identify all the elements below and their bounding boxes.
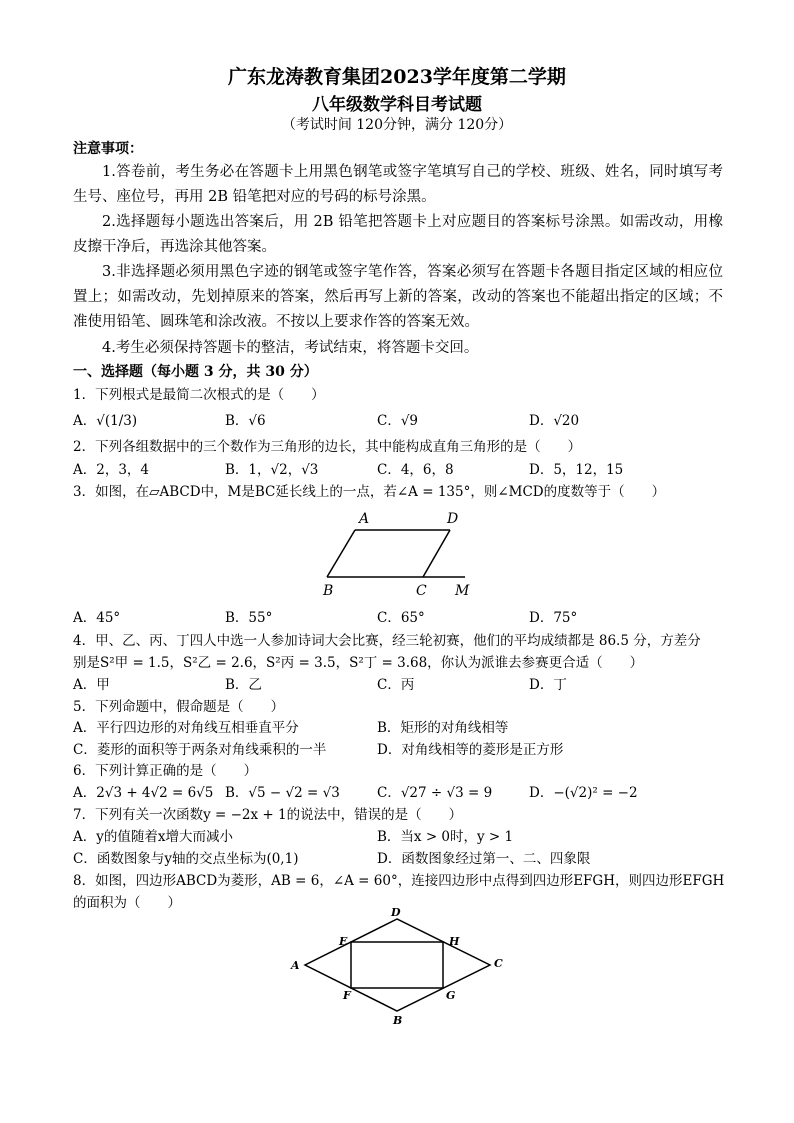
option-c: C．函数图象与y轴的交点坐标为(0,1) (73, 851, 299, 867)
option-a: A．甲 (73, 677, 110, 693)
exam-title: 广东龙涛教育集团2023学年度第二学期 (228, 66, 566, 88)
label-g: G (446, 989, 456, 1002)
question-6-stem: 6．下列计算正确的是（ ） (73, 763, 258, 779)
exam-subtitle: 八年级数学科目考试题 (312, 95, 482, 115)
label-c: C (416, 583, 427, 599)
label-c: C (494, 957, 503, 970)
option-c: C．菱形的面积等于两条对角线乘积的一半 (73, 742, 327, 758)
option-c: C．丙 (377, 677, 415, 693)
label-a: A (359, 511, 370, 527)
question-5-options-row-2 (73, 738, 733, 758)
question-7-stem: 7．下列有关一次函数y = −2x + 1的说法中，错误的是（ ） (73, 807, 463, 823)
question-5-options-row-1 (73, 716, 733, 736)
notice-item-4: 4.考生必须保持答题卡的整洁，考试结束，将答题卡交回。 (102, 340, 479, 356)
notice-item-3: 3.非选择题必须用黑色字迹的钢笔或签字笔作答，答案必须写在答题卡各题目指定区域的相应位置上；如需改动，先划掉原来的答案，然后再写上新的答案，改动的答案也不能超出指定的区域；不准使用铅笔、圆珠笔和涂改液。不按以上要求作答的答案无效。 (73, 264, 723, 330)
question-3-stem: 3．如图，在▱ABCD中，M是BC延长线上的一点，若∠A = 135°，则∠MCD的度数等于（ ） (73, 484, 666, 500)
option-b: B．乙 (225, 677, 262, 693)
option-d: D．丁 (529, 677, 567, 693)
question-8-stem-2: 的面积为（ ） (73, 895, 181, 911)
question-1-stem: 1．下列根式是最简二次根式的是（ ） (73, 387, 325, 403)
notice-heading: 注意事项： (73, 141, 143, 157)
option-b: B．当x > 0时，y > 1 (377, 829, 514, 845)
question-4-stem-2: 别是S²甲 = 1.5，S²乙 = 2.6，S²丙 = 3.5，S²丁 = 3.68，你认为派谁去参赛更合适（ ） (73, 655, 644, 671)
question-3-options (73, 606, 733, 626)
notice-item-1: 1.答卷前，考生务必在答题卡上用黑色钢笔或签字笔填写自己的学校、班级、姓名，同时填写考生号、座位号，再用 2B 铅笔把对应的号码的标号涂黑。 (73, 164, 723, 205)
question-1-options (73, 409, 733, 429)
option-a: A．√(1/3) (73, 413, 138, 429)
option-d: D．5，12，15 (529, 462, 624, 478)
question-4-stem-1: 4．甲、乙、丙、丁四人中选一人参加诗词大会比赛，经三轮初赛，他们的平均成绩都是 86.5 分，方差分 (73, 633, 701, 649)
question-2-options (73, 458, 733, 478)
option-b: B．55° (225, 610, 273, 626)
label-e: E (339, 935, 348, 948)
option-b: B．矩形的对角线相等 (377, 720, 509, 736)
label-b: B (393, 1014, 403, 1025)
notice-item-2: 2.选择题每小题选出答案后，用 2B 铅笔把答题卡上对应题目的答案标号涂黑。如需改动，用橡皮擦干净后，再选涂其他答案。 (73, 214, 723, 255)
option-c: C．65° (377, 610, 425, 626)
question-2-stem: 2．下列各组数据中的三个数作为三角形的边长，其中能构成直角三角形的是（ ） (73, 439, 582, 455)
option-b: B．1，√2，√3 (225, 462, 319, 478)
parallelogram-figure (315, 505, 480, 600)
option-c: C．√9 (377, 413, 419, 429)
label-a: A (291, 959, 300, 972)
option-d: D．对角线相等的菱形是正方形 (377, 742, 564, 758)
option-b: B．√6 (225, 413, 266, 429)
option-d: D．75° (529, 610, 578, 626)
rhombus-figure (285, 905, 515, 1025)
question-5-stem: 5．下列命题中，假命题是（ ） (73, 699, 285, 715)
option-b: B．√5 − √2 = √3 (225, 785, 340, 801)
option-d: D．函数图象经过第一、二、四象限 (377, 851, 591, 867)
question-7-options-row-1 (73, 825, 733, 845)
label-h: H (449, 935, 460, 948)
question-6-options (73, 781, 733, 801)
option-a: A．2√3 + 4√2 = 6√5 (73, 785, 214, 801)
option-d: D．−(√2)² = −2 (529, 785, 638, 801)
option-a: A．平行四边形的对角线互相垂直平分 (73, 720, 299, 736)
option-a: A．2，3，4 (73, 462, 150, 478)
label-m: M (455, 583, 470, 599)
exam-info: （考试时间 120分钟，满分 120分） (281, 117, 513, 133)
option-c: C．4，6，8 (377, 462, 454, 478)
question-7-options-row-2 (73, 847, 733, 867)
option-d: D．√20 (529, 413, 580, 429)
option-c: C．√27 ÷ √3 = 9 (377, 785, 493, 801)
question-8-stem-1: 8．如图，四边形ABCD为菱形，AB = 6，∠A = 60°，连接四边形中点得到四边形EFGH，则四边形EFGH (73, 873, 725, 889)
option-a: A．45° (73, 610, 121, 626)
label-f: F (343, 989, 351, 1002)
section-title: 一、选择题（每小题 3 分，共 30 分） (73, 364, 318, 380)
question-4-options (73, 673, 733, 693)
label-d: D (391, 906, 401, 919)
option-a: A．y的值随着x增大而减小 (73, 829, 233, 845)
label-b: B (323, 583, 334, 599)
label-d: D (447, 511, 459, 527)
